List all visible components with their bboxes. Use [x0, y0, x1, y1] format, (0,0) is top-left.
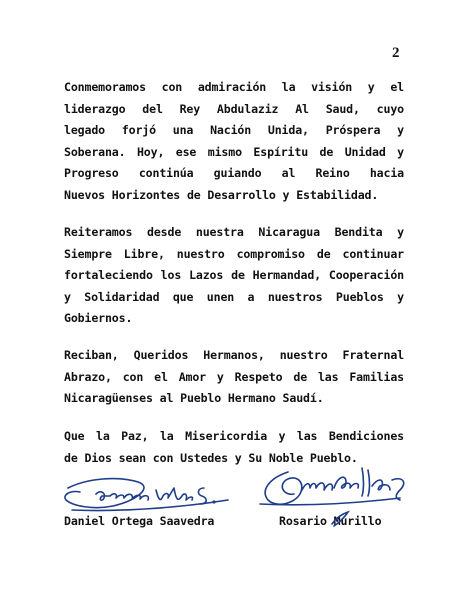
signatory-name: Daniel Ortega Saavedra	[64, 514, 215, 528]
text-line: Soberana. Hoy, ese mismo Espíritu de Unidad y	[64, 144, 404, 159]
text-line: Reciban, Queridos Hermanos, nuestro Fraternal	[64, 348, 404, 362]
paragraph-commemoration	[64, 77, 404, 207]
text-line: Gobiernos.	[64, 311, 133, 326]
text-line: Nicaragüenses al Pueblo Hermano Saudí.	[64, 391, 324, 406]
text-line: de Dios sean con Ustedes y Su Noble Pueblo.	[64, 450, 358, 465]
paragraph-greeting	[64, 345, 404, 410]
text-line: Reiteramos desde nuestra Nicaragua Bendita y	[64, 225, 404, 239]
signature-daniel-ortega	[58, 470, 258, 518]
text-line: Siempre Libre, nuestro compromiso de continuar	[64, 246, 404, 261]
text-line: y Solidaridad que unen a nuestros Pueblos y	[64, 289, 404, 304]
paragraph-commitment	[64, 222, 404, 330]
text-line: Progreso continúa guiando al Reino hacia	[64, 166, 404, 181]
text-line: Que la Paz, la Misericordia y las Bendiciones	[64, 429, 404, 443]
text-line: Abrazo, con el Amor y Respeto de las Familias	[64, 369, 404, 384]
page-number: 2	[392, 45, 400, 61]
text-line: legado forjó una Nación Unida, Próspera y	[64, 123, 404, 138]
signatory-name: Rosario Murillo	[279, 514, 382, 528]
text-line: liderazgo del Rey Abdulaziz Al Saud, cuyo	[64, 101, 404, 116]
text-line: Conmemoramos con admiración la visión y el	[64, 80, 404, 94]
text-line: fortaleciendo los Lazos de Hermandad, Cooperación	[64, 268, 404, 283]
ink-mark	[328, 508, 352, 528]
text-line: Nuevos Horizontes de Desarrollo y Estabilidad.	[64, 187, 379, 202]
